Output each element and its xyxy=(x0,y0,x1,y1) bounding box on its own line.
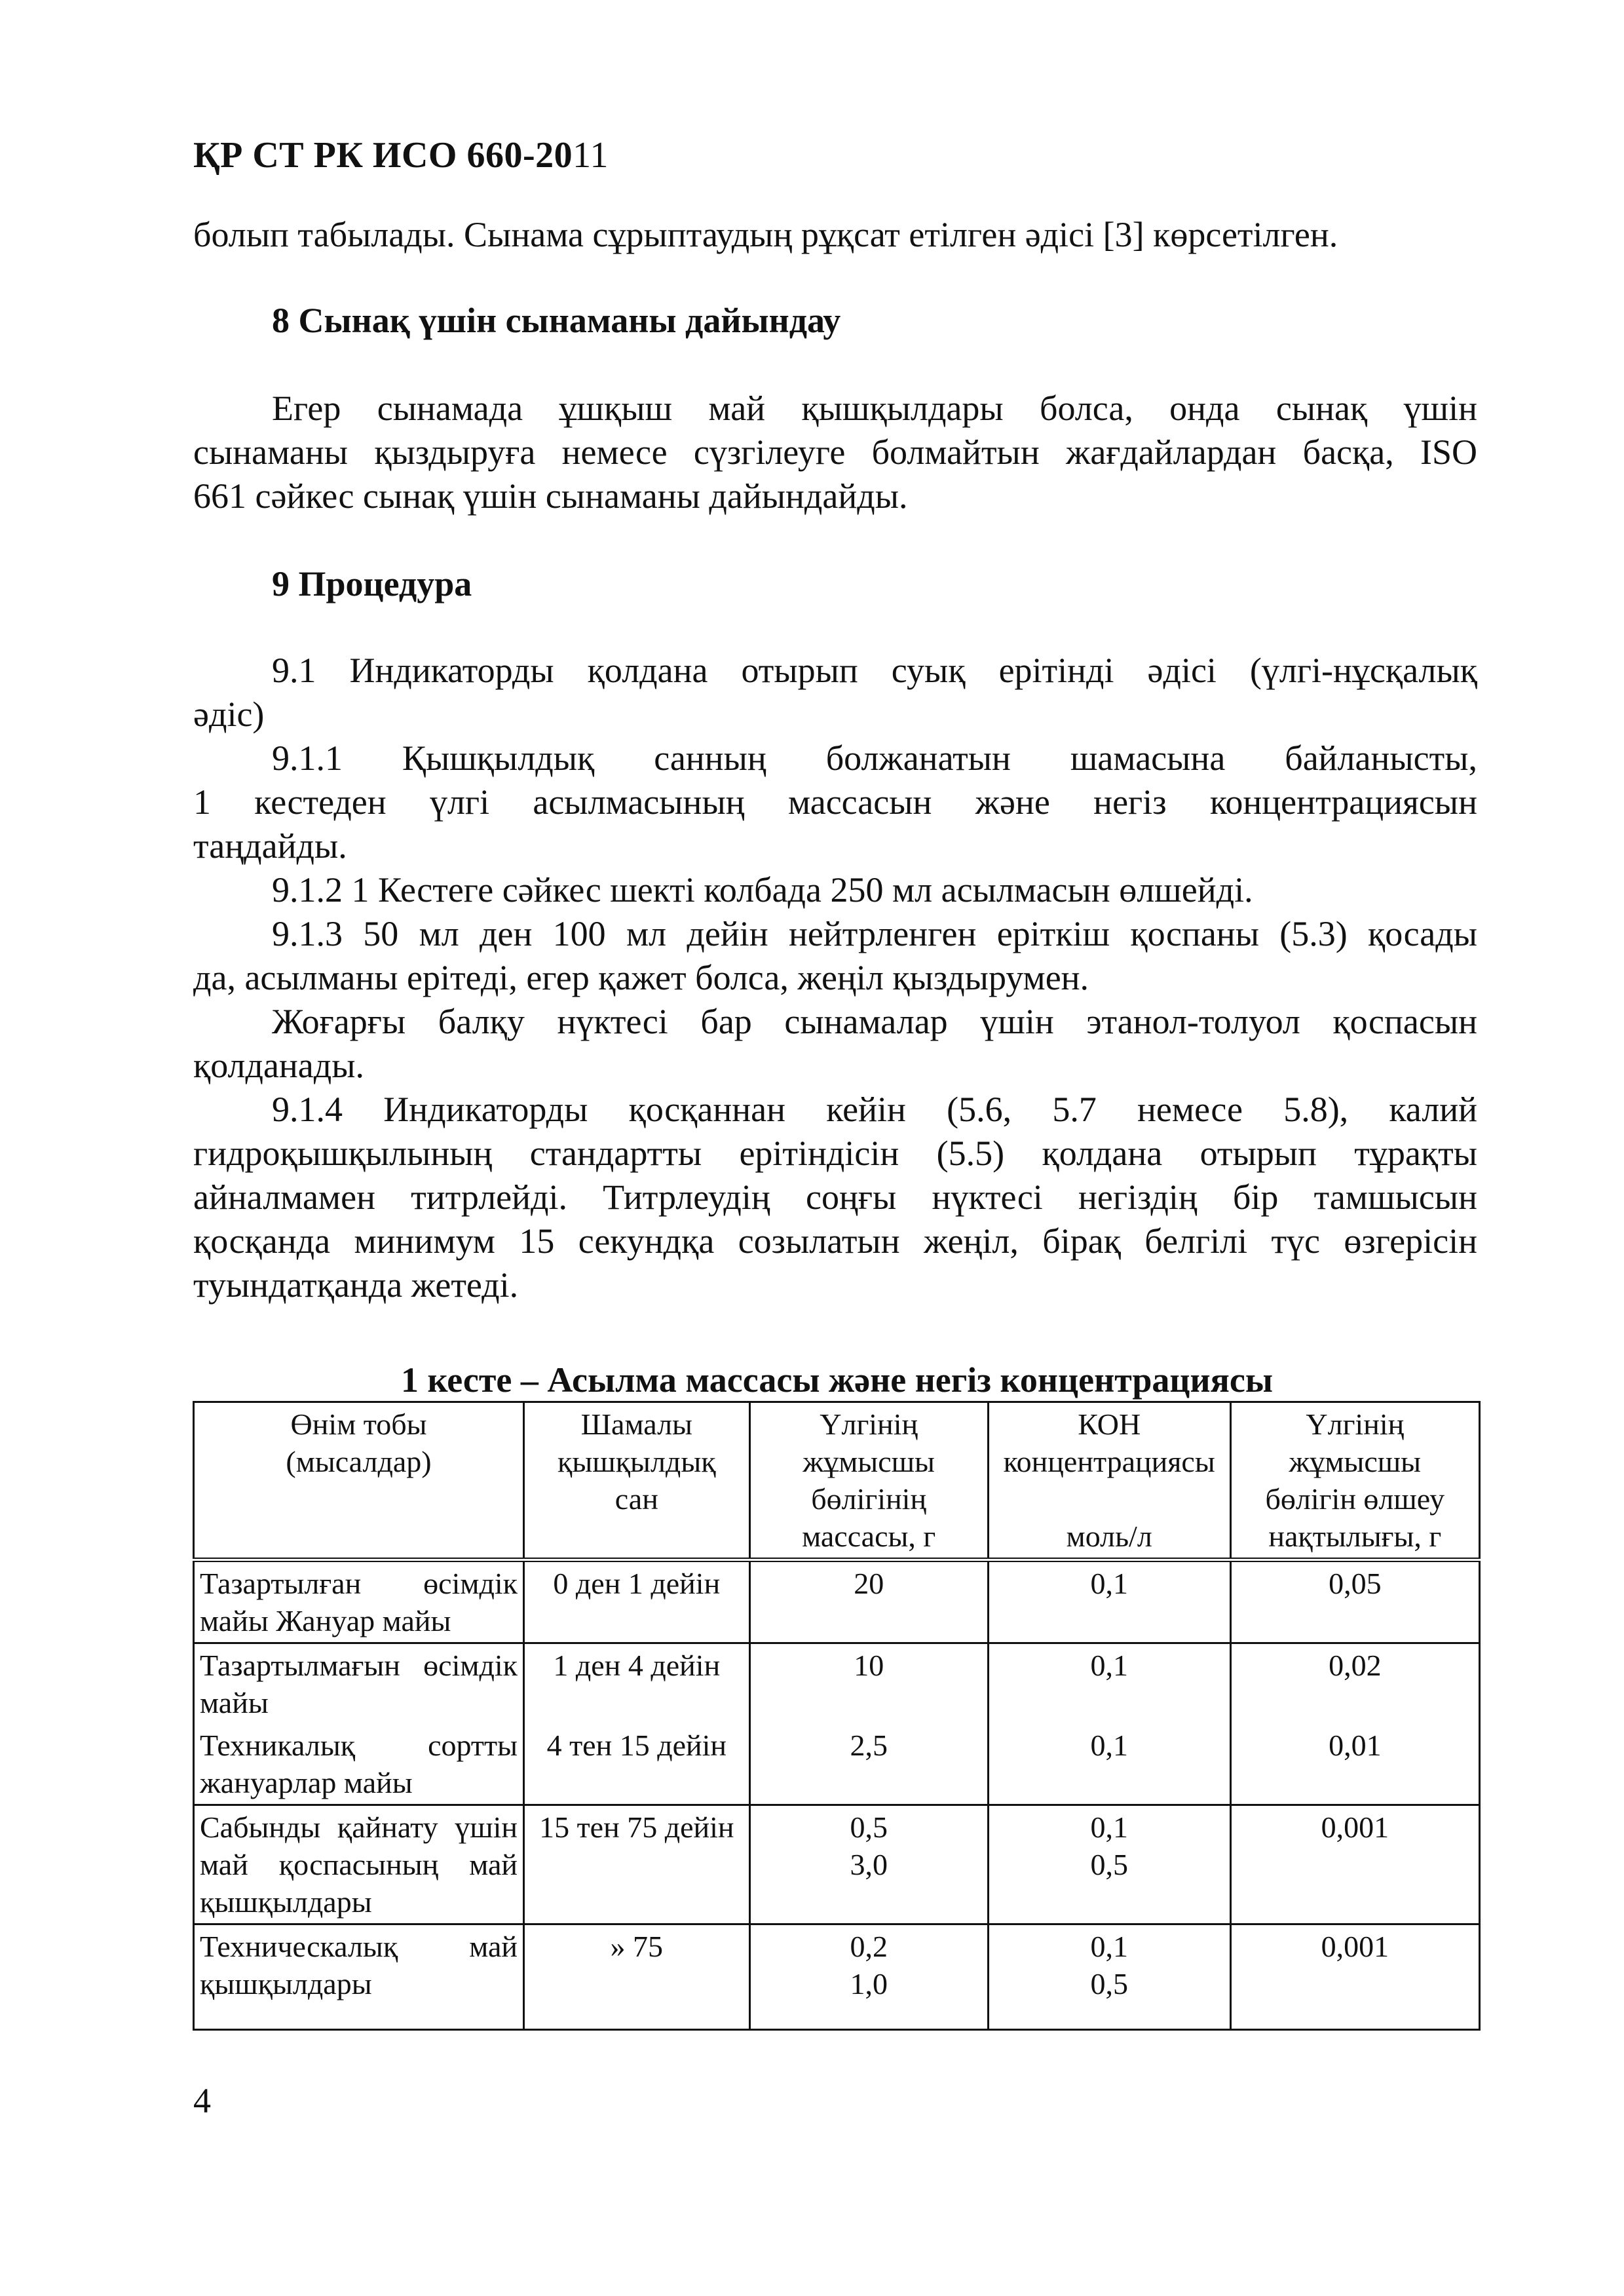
para-9-1-4-line: 9.1.4 Индикаторды қосқаннан кейін (5.6, 5.7 немесе 5.8), калий xyxy=(272,1090,1477,1129)
section-8-title: 8 Сынақ үшін сынаманы дайындау xyxy=(272,301,841,340)
para-9-1-4-line: қосқанда минимум 15 секундқа созылатын жеңіл, бірақ белгілі түс өзгерісін xyxy=(193,1221,1477,1261)
header-standard-year-tail: 11 xyxy=(573,135,609,176)
para-9-1-3-line: да, асылманы ерітеді, егер қажет болса, жеңіл қыздырумен. xyxy=(193,958,1089,997)
cell-sample-mass: 20 xyxy=(749,1560,988,1643)
cell-weighing-accuracy: 0,01 xyxy=(1230,1724,1479,1805)
cell-koh-concentration: 0,1 xyxy=(988,1643,1230,1725)
section-9-body xyxy=(193,649,1477,1307)
cell-sample-mass: 0,5 3,0 xyxy=(749,1805,988,1924)
cell-weighing-accuracy: 0,001 xyxy=(1230,1924,1479,2030)
para-9-1-4-line: туындатқанда жетеді. xyxy=(193,1265,519,1305)
header-koh-concentration: КОН концентрациясы моль/л xyxy=(988,1402,1230,1560)
intro-paragraph xyxy=(193,213,1477,257)
mass-concentration-table xyxy=(193,1401,1481,2031)
cell-koh-concentration: 0,1 0,5 xyxy=(988,1924,1230,2030)
section-8-line: 661 сәйкес сынақ үшін сынаманы дайындайды. xyxy=(193,476,908,516)
section-9-title: 9 Процедура xyxy=(272,564,472,603)
para-high-melting-line: қолданады. xyxy=(193,1046,365,1085)
intro-text: болып табылады. Сынама сұрыптаудың рұқсат етілген әдісі [3] көрсетілген. xyxy=(193,215,1338,254)
para-9-1-1-line: таңдайды. xyxy=(193,826,347,866)
cell-weighing-accuracy: 0,05 xyxy=(1230,1560,1479,1643)
para-9-1-3-line: 9.1.3 50 мл ден 100 мл дейін нейтрленген еріткіш қоспаны (5.3) қосады xyxy=(272,914,1477,953)
cell-weighing-accuracy: 0,001 xyxy=(1230,1805,1479,1924)
header-sample-mass: Үлгінің жұмысшы бөлігінің массасы, г xyxy=(749,1402,988,1560)
table-row xyxy=(194,1560,1480,1643)
cell-koh-concentration: 0,1 0,5 xyxy=(988,1805,1230,1924)
cell-product-group: Техническалық май қышқылдары xyxy=(194,1924,524,2030)
cell-product-group: Тазартылған өсімдік майы Жануар майы xyxy=(194,1560,524,1643)
table-row xyxy=(194,1724,1480,1805)
cell-koh-concentration: 0,1 xyxy=(988,1560,1230,1643)
cell-acid-value: 0 ден 1 дейін xyxy=(524,1560,750,1643)
document-header xyxy=(193,134,609,176)
cell-acid-value: 15 тен 75 дейін xyxy=(524,1805,750,1924)
cell-product-group: Тазартылмағын өсімдік майы xyxy=(194,1643,524,1725)
para-9-1-1-line: 9.1.1 Қышқылдық санның болжанатын шамасына байланысты, xyxy=(272,738,1477,778)
para-9-1-line: әдіс) xyxy=(193,695,265,734)
page-number: 4 xyxy=(193,2081,211,2120)
para-9-1-2: 9.1.2 1 Кестеге сәйкес шекті колбада 250 мл асылмасын өлшейді. xyxy=(272,870,1253,909)
cell-product-group: Сабынды қайнату үшін май қоспасының май қышқылдары xyxy=(194,1805,524,1924)
para-9-1-line: 9.1 Индикаторды қолдана отырып суық ерітінді әдісі (үлгі-нұсқалық xyxy=(272,651,1477,690)
table-row xyxy=(194,1805,1480,1924)
cell-acid-value: » 75 xyxy=(524,1924,750,2030)
header-acid-value: Шамалы қышқылдық сан xyxy=(524,1402,750,1560)
cell-koh-concentration: 0,1 xyxy=(988,1724,1230,1805)
header-product-group: Өнім тобы (мысалдар) xyxy=(194,1402,524,1560)
table-row xyxy=(194,1924,1480,2030)
para-9-1-4-line: айналмамен титрлейді. Титрлеудің соңғы нүктесі негіздің бір тамшысын xyxy=(193,1177,1477,1217)
table-header-row xyxy=(194,1402,1480,1560)
header-weighing-accuracy: Үлгінің жұмысшы бөлігін өлшеу нақтылығы, г xyxy=(1230,1402,1479,1560)
para-high-melting-line: Жоғарғы балқу нүктесі бар сынамалар үшін этанол-толуол қоспасын xyxy=(272,1002,1477,1041)
cell-acid-value: 1 ден 4 дейін xyxy=(524,1643,750,1725)
para-9-1-4-line: гидроқышқылының стандартты ерітіндісін (5.5) қолдана отырып тұрақты xyxy=(193,1134,1477,1173)
section-8-line: Егер сынамада ұшқыш май қышқылдары болса, онда сынақ үшін xyxy=(272,389,1477,428)
cell-sample-mass: 2,5 xyxy=(749,1724,988,1805)
cell-product-group: Техникалық сортты жануарлар майы xyxy=(194,1724,524,1805)
cell-weighing-accuracy: 0,02 xyxy=(1230,1643,1479,1725)
section-8-paragraph xyxy=(193,387,1477,518)
cell-sample-mass: 0,2 1,0 xyxy=(749,1924,988,2030)
section-8-line: сынаманы қыздыруға немесе сүзгілеуге болмайтын жағдайлардан басқа, ISO xyxy=(193,432,1477,472)
table-title: 1 кесте – Асылма массасы және негіз концентрациясы xyxy=(401,1360,1273,1400)
table-row xyxy=(194,1643,1480,1725)
para-9-1-1-line: 1 кестеден үлгі асылмасының массасын және негіз концентрациясын xyxy=(193,782,1477,822)
cell-acid-value: 4 тен 15 дейін xyxy=(524,1724,750,1805)
header-standard-code: ҚР СТ РК ИСО 660-20 xyxy=(193,135,573,176)
cell-sample-mass: 10 xyxy=(749,1643,988,1725)
